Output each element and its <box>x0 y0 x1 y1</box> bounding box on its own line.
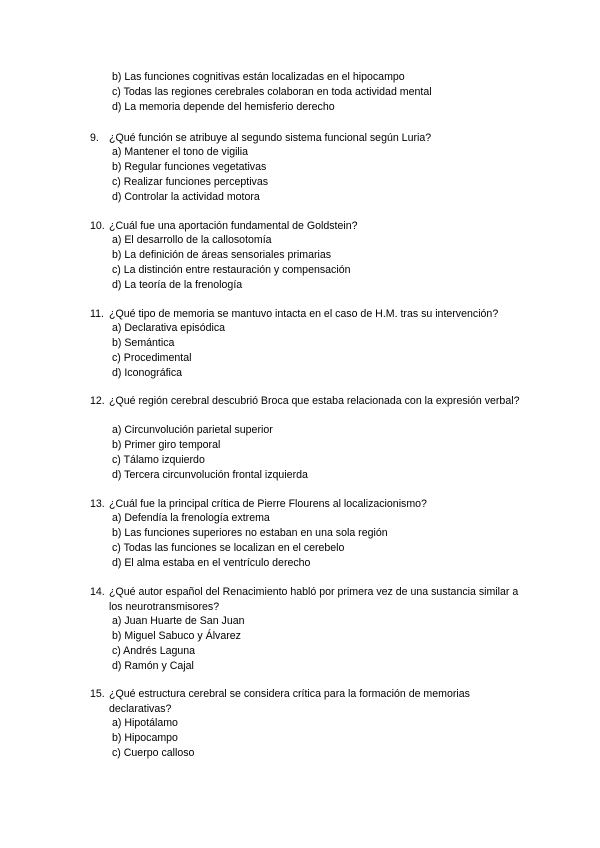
question-stem: ¿Qué estructura cerebral se considera crítica para la formación de memorias declarativas? <box>109 688 470 715</box>
question-number: 14. <box>90 586 105 598</box>
question-stem: ¿Qué autor español del Renacimiento habló por primera vez de una sustancia similar a los neurotransmisores? <box>109 586 519 613</box>
option: c) Cuerpo calloso <box>112 747 195 759</box>
option: c) Realizar funciones perceptivas <box>112 176 269 188</box>
option: d) Iconográfica <box>112 367 183 379</box>
option: b) Las funciones cognitivas están localizadas en el hipocampo <box>112 71 405 83</box>
option: b) Hipocampo <box>112 732 178 744</box>
option: c) Andrés Laguna <box>112 645 196 657</box>
question-number: 9. <box>90 132 99 144</box>
question-number: 11. <box>90 308 104 320</box>
option: d) El alma estaba en el ventrículo derecho <box>112 557 311 569</box>
option: b) Semántica <box>112 337 175 349</box>
option: d) Ramón y Cajal <box>112 660 194 672</box>
option: a) Mantener el tono de vigilia <box>112 146 249 158</box>
question-number: 15. <box>90 688 105 700</box>
option: b) Miguel Sabuco y Álvarez <box>112 630 241 642</box>
question-stem: ¿Qué tipo de memoria se mantuvo intacta en el caso de H.M. tras su intervención? <box>109 308 499 320</box>
option: c) La distinción entre restauración y compensación <box>112 264 351 276</box>
option: b) Las funciones superiores no estaban en una sola región <box>112 527 388 539</box>
option: b) Regular funciones vegetativas <box>112 161 267 173</box>
question-number: 10. <box>90 220 105 232</box>
question-stem: ¿Cuál fue la principal crítica de Pierre Flourens al localizacionismo? <box>109 498 427 510</box>
option: a) Hipotálamo <box>112 717 178 729</box>
question-stem: ¿Cuál fue una aportación fundamental de Goldstein? <box>109 220 358 232</box>
option: c) Procedimental <box>112 352 192 364</box>
option: d) La teoría de la frenología <box>112 279 243 291</box>
option: a) El desarrollo de la callosotomía <box>112 234 272 246</box>
option: a) Juan Huarte de San Juan <box>112 615 245 627</box>
option: c) Todas las regiones cerebrales colaboran en toda actividad mental <box>112 86 432 98</box>
option: d) La memoria depende del hemisferio derecho <box>112 101 335 113</box>
option: b) Primer giro temporal <box>112 439 221 451</box>
question-number: 12. <box>90 395 105 407</box>
option: d) Tercera circunvolución frontal izquierda <box>112 469 308 481</box>
question-number: 13. <box>90 498 105 510</box>
option: b) La definición de áreas sensoriales primarias <box>112 249 332 261</box>
question-stem: ¿Qué función se atribuye al segundo sistema funcional según Luria? <box>109 132 432 144</box>
option: c) Tálamo izquierdo <box>112 454 205 466</box>
option: a) Circunvolución parietal superior <box>112 424 273 436</box>
option: d) Controlar la actividad motora <box>112 191 260 203</box>
question-stem: ¿Qué región cerebral descubrió Broca que estaba relacionada con la expresión verbal? <box>109 395 520 407</box>
option: a) Defendía la frenología extrema <box>112 512 270 524</box>
option: a) Declarativa episódica <box>112 322 226 334</box>
option: c) Todas las funciones se localizan en el cerebelo <box>112 542 345 554</box>
